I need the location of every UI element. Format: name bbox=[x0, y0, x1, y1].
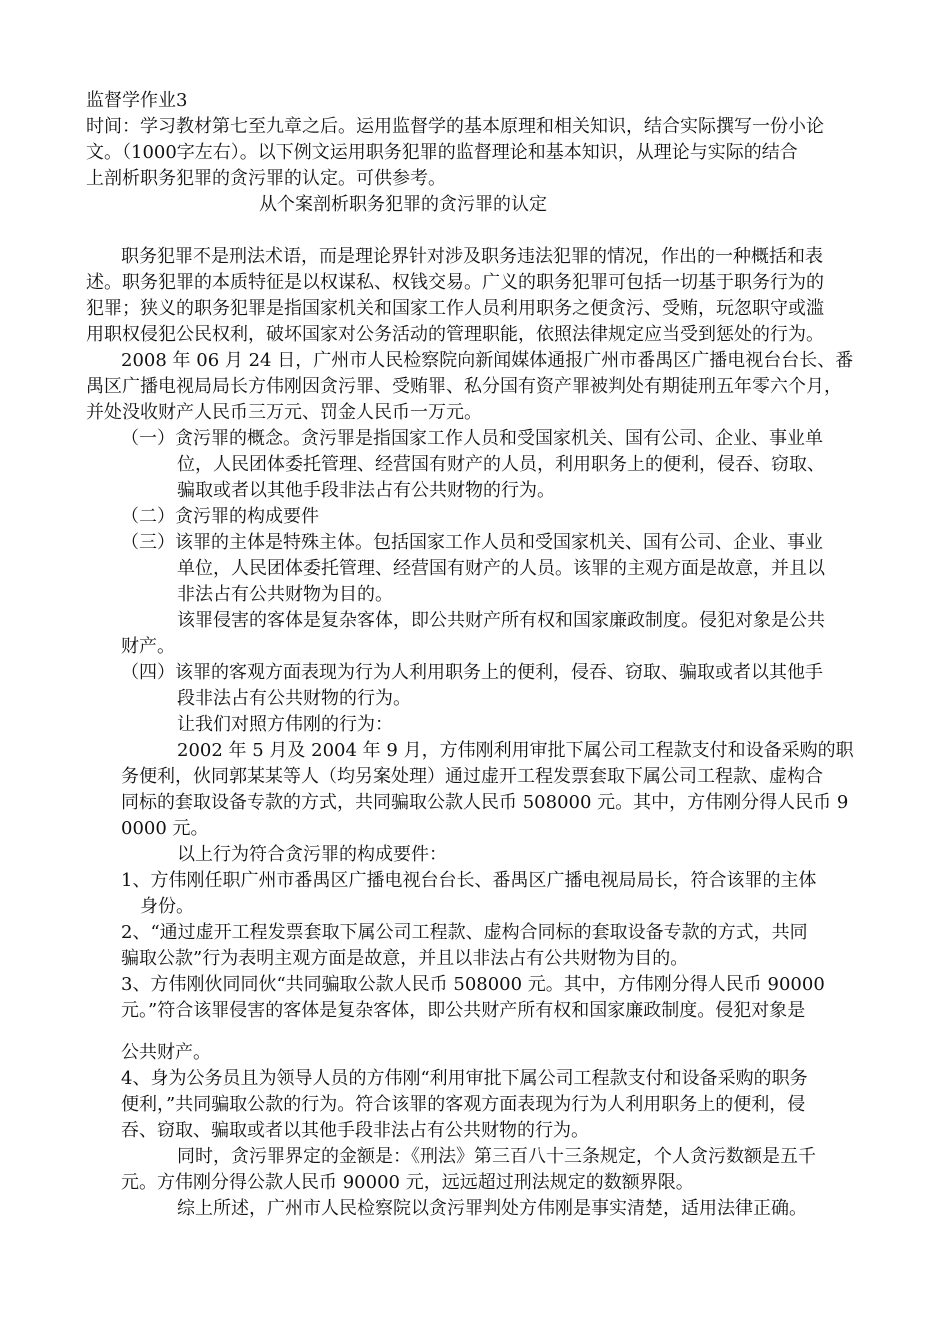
section-1-line: 位，人民团体委托管理、经营国有财产的人员，利用职务上的便利，侵吞、窃取、 bbox=[177, 454, 825, 475]
case-line: 2008 年 06 月 24 日，广州市人民检察院向新闻媒体通报广州市番禺区广播电视台台长、番 bbox=[121, 350, 854, 371]
intro-line: 职务犯罪不是刑法术语，而是理论界针对涉及职务违法犯罪的情况，作出的一种概括和表 bbox=[121, 246, 823, 267]
point-3-line: 3、方伟刚伙同同伙“共同骗取公款人民币 508000 元。其中，方伟刚分得人民币 90000 bbox=[121, 974, 825, 995]
point-2-line: 骗取公款”行为表明主观方面是故意，并且以非法占有公共财物为目的。 bbox=[121, 948, 689, 969]
section-1-line: 骗取或者以其他手段非法占有公共财物的行为。 bbox=[177, 480, 555, 501]
facts-line: 0000 元。 bbox=[121, 818, 209, 839]
conform-intro: 以上行为符合贪污罪的构成要件： bbox=[177, 844, 447, 865]
case-line: 并处没收财产人民币三万元、罚金人民币一万元。 bbox=[86, 402, 482, 423]
section-3-line: 单位，人民团体委托管理、经营国有财产的人员。该罪的主观方面是故意，并且以 bbox=[177, 558, 825, 579]
assignment-title: 监督学作业3 bbox=[86, 90, 188, 111]
time-note-line: 时间：学习教材第七至九章之后。运用监督学的基本原理和相关知识，结合实际撰写一份小论 bbox=[86, 116, 824, 137]
facts-line: 2002 年 5 月及 2004 年 9 月，方伟刚利用审批下属公司工程款支付和设备采购的职 bbox=[177, 740, 854, 761]
point-4-line: 便利，”共同骗取公款的行为。符合该罪的客观方面表现为行为人利用职务上的便利，侵 bbox=[121, 1094, 806, 1115]
section-2-line: （二）贪污罪的构成要件 bbox=[121, 506, 319, 527]
intro-line: 犯罪；狭义的职务犯罪是指国家机关和国家工作人员利用职务之便贪污、受贿，玩忽职守或滥 bbox=[86, 298, 824, 319]
intro-line: 述。职务犯罪的本质特征是以权谋私、权钱交易。广义的职务犯罪可包括一切基于职务行为的 bbox=[86, 272, 824, 293]
point-4-line: 吞、窃取、骗取或者以其他手段非法占有公共财物的行为。 bbox=[121, 1120, 589, 1141]
facts-line: 务便利，伙同郭某某等人（均另案处理）通过虚开工程发票套取下属公司工程款、虚构合 bbox=[121, 766, 823, 787]
case-line: 禺区广播电视局局长方伟刚因贪污罪、受贿罪、私分国有资产罪被判处有期徒刑五年零六个月， bbox=[86, 376, 842, 397]
time-note-line: 上剖析职务犯罪的贪污罪的认定。可供参考。 bbox=[86, 168, 446, 189]
intro-line: 用职权侵犯公民权利，破坏国家对公务活动的管理职能，依照法律规定应当受到惩处的行为。 bbox=[86, 324, 824, 345]
section-3-line: 非法占有公共财物为目的。 bbox=[177, 584, 393, 605]
point-3-line: 公共财产。 bbox=[121, 1042, 211, 1063]
point-1-line: 1、方伟刚任职广州市番禺区广播电视台台长、番禺区广播电视局局长，符合该罪的主体 bbox=[121, 870, 817, 891]
section-4-line: （四）该罪的客观方面表现为行为人利用职务上的便利，侵吞、窃取、骗取或者以其他手 bbox=[121, 662, 823, 683]
section-3-line: 该罪侵害的客体是复杂客体，即公共财产所有权和国家廉政制度。侵犯对象是公共 bbox=[177, 610, 825, 631]
section-4-line: 段非法占有公共财物的行为。 bbox=[177, 688, 411, 709]
essay-title: 从个案剖析职务犯罪的贪污罪的认定 bbox=[259, 194, 547, 215]
amount-line: 元。方伟刚分得公款人民币 90000 元，远远超过刑法规定的数额界限。 bbox=[121, 1172, 694, 1193]
point-3-line: 元。”符合该罪侵害的客体是复杂客体，即公共财产所有权和国家廉政制度。侵犯对象是 bbox=[121, 1000, 806, 1021]
facts-line: 同标的套取设备专款的方式，共同骗取公款人民币 508000 元。其中，方伟刚分得人民币 9 bbox=[121, 792, 849, 813]
conclusion: 综上所述，广州市人民检察院以贪污罪判处方伟刚是事实清楚，适用法律正确。 bbox=[177, 1198, 807, 1219]
compare-intro: 让我们对照方伟刚的行为： bbox=[177, 714, 393, 735]
section-3-line: 财产。 bbox=[121, 636, 175, 657]
time-note-line: 文。（1000字左右）。以下例文运用职务犯罪的监督理论和基本知识，从理论与实际的结合 bbox=[86, 142, 798, 163]
section-1-line: （一）贪污罪的概念。贪污罪是指国家工作人员和受国家机关、国有公司、企业、事业单 bbox=[121, 428, 823, 449]
point-2-line: 2、“通过虚开工程发票套取下属公司工程款、虚构合同标的套取设备专款的方式，共同 bbox=[121, 922, 808, 943]
point-4-line: 4、身为公务员且为领导人员的方伟刚“利用审批下属公司工程款支付和设备采购的职务 bbox=[121, 1068, 808, 1089]
amount-line: 同时，贪污罪界定的金额是：《刑法》第三百八十三条规定，个人贪污数额是五千 bbox=[177, 1146, 816, 1167]
section-3-line: （三）该罪的主体是特殊主体。包括国家工作人员和受国家机关、国有公司、企业、事业 bbox=[121, 532, 823, 553]
point-1-line: 身份。 bbox=[140, 896, 194, 917]
